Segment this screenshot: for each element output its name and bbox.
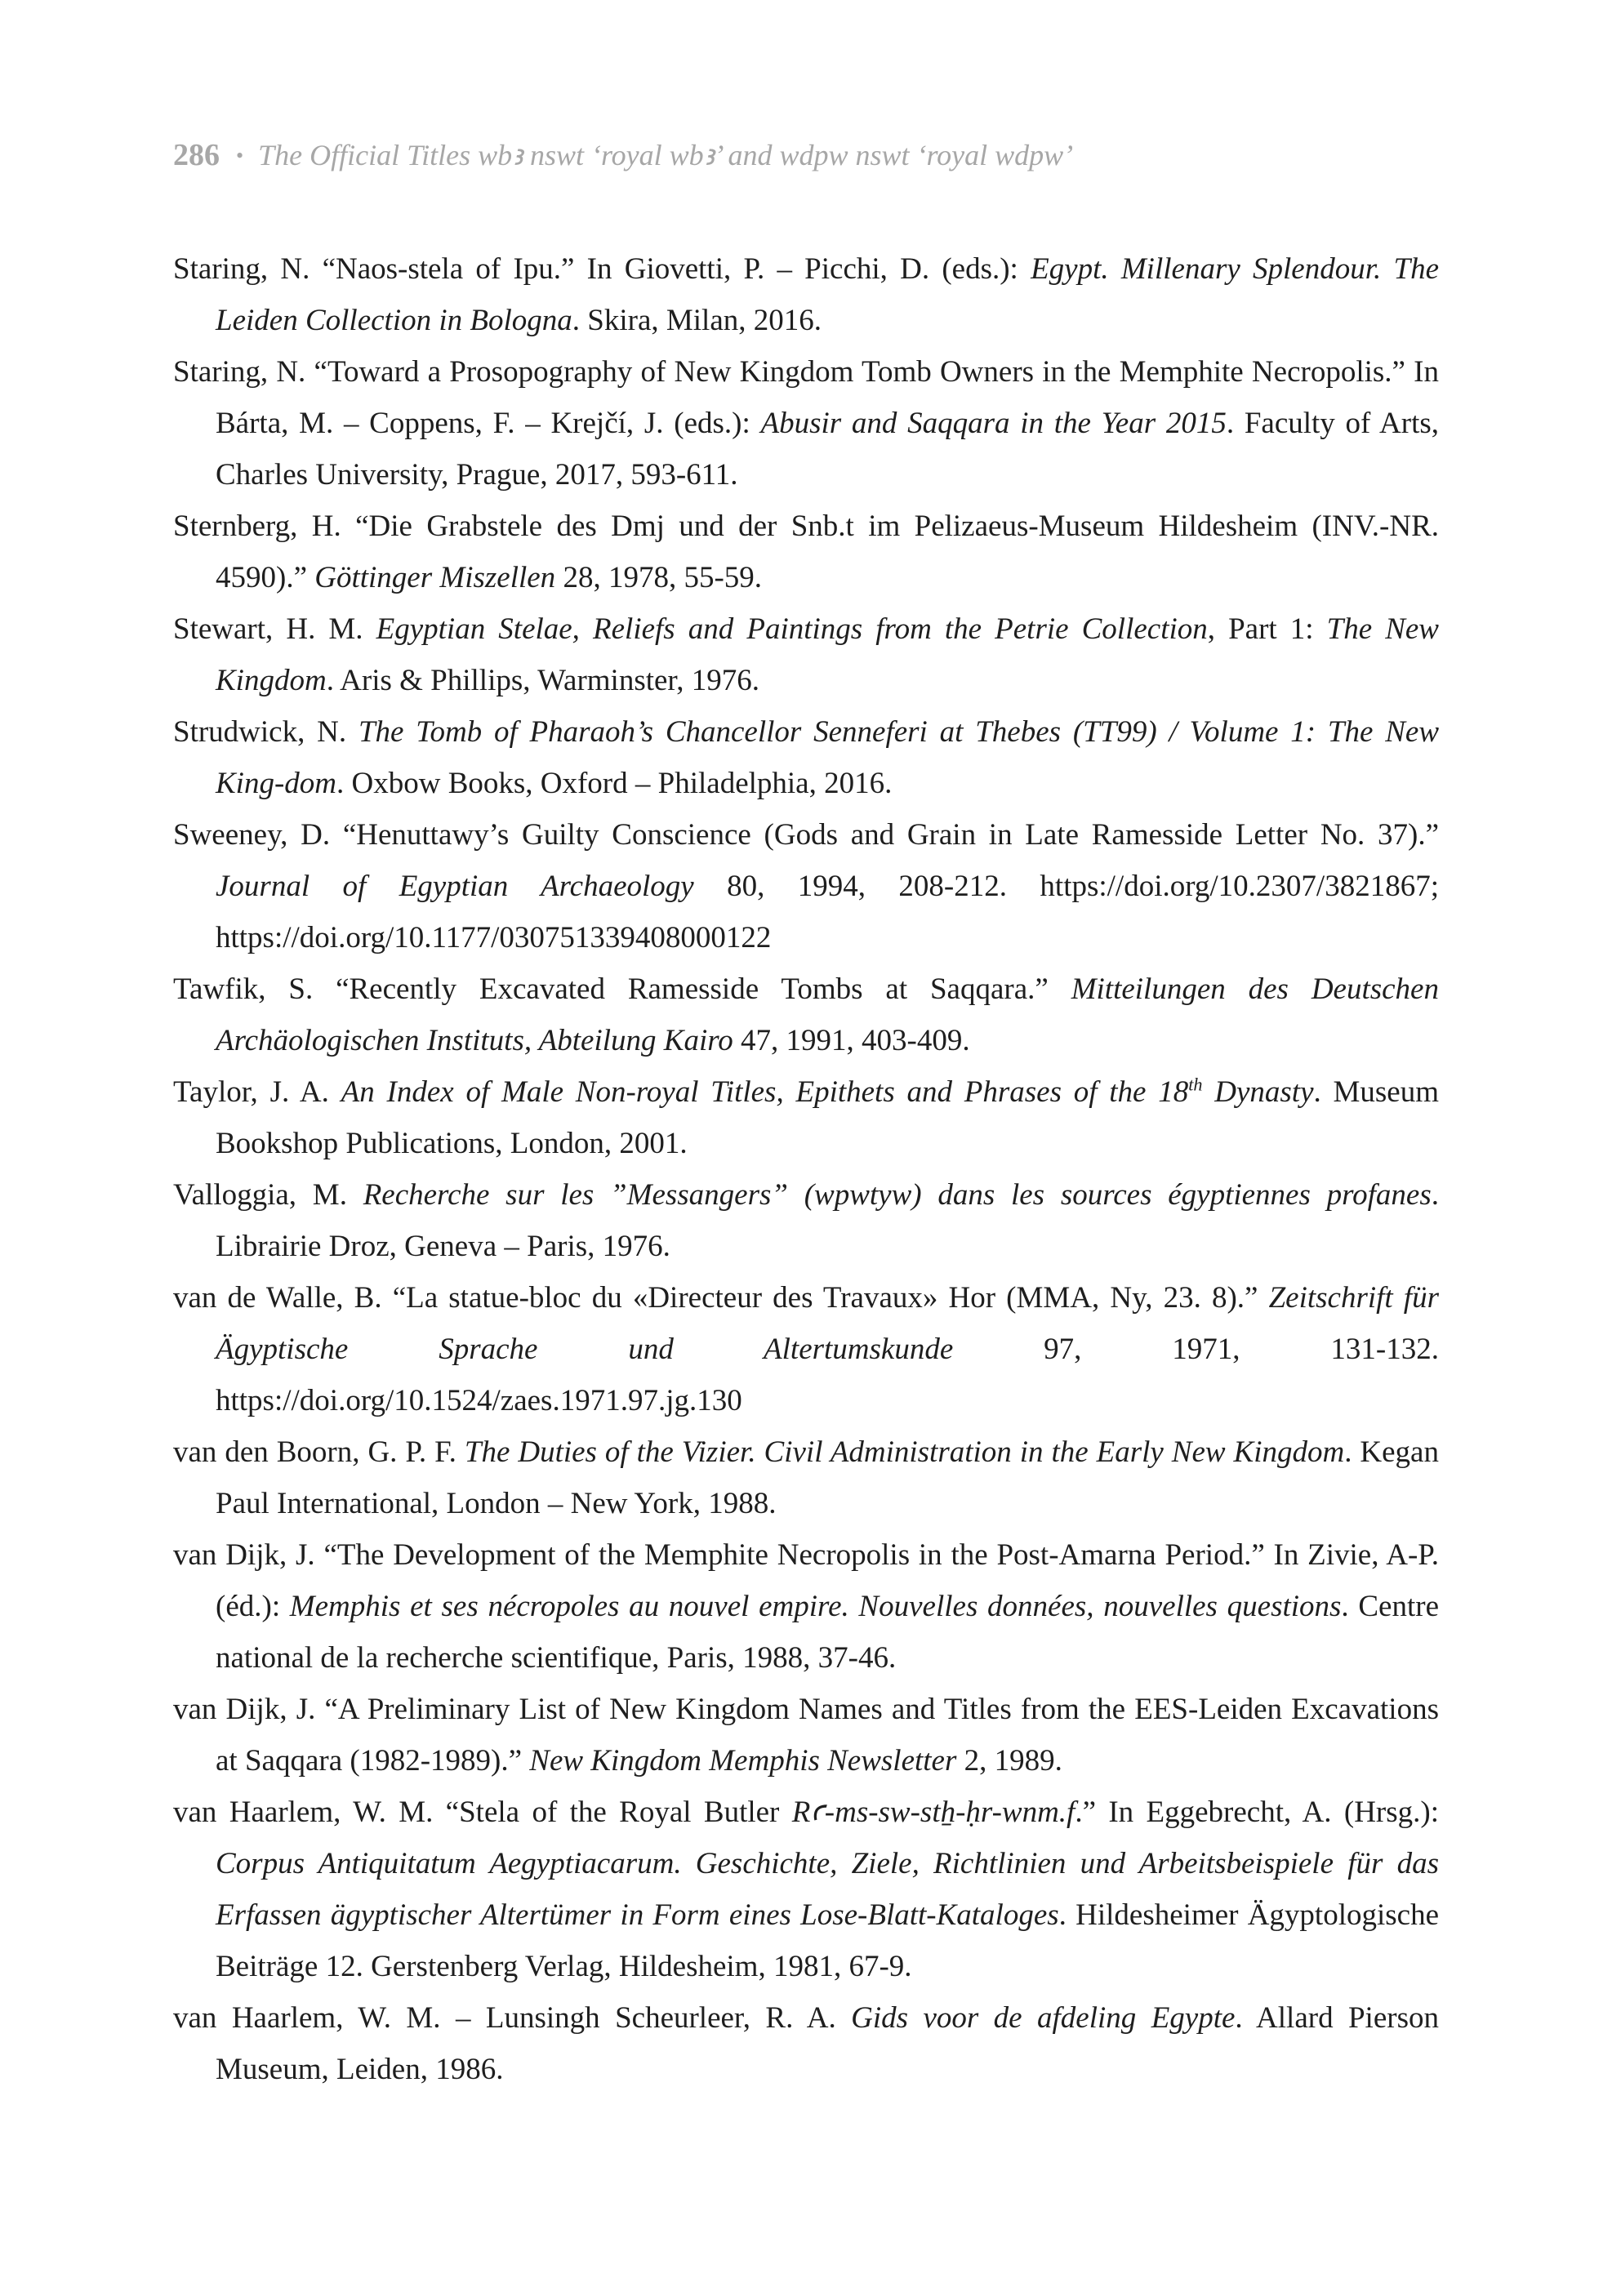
entry-title: Dynasty bbox=[1202, 1075, 1314, 1109]
bibliography-entry bbox=[173, 1426, 1439, 1529]
bibliography-entry bbox=[173, 1684, 1439, 1787]
entry-text: Sternberg, H. “Die Grabstele des Dmj und der Snb.t im Pelizaeus-Museum Hildesheim (INV.-NR. 4590).” bbox=[173, 509, 1439, 594]
bibliography-entry bbox=[173, 501, 1439, 603]
entry-text: . Museum Bookshop Publications, London, 2001. bbox=[216, 1075, 1440, 1160]
running-header bbox=[173, 137, 1073, 174]
entry-text: van Haarlem, W. M. – Lunsingh Scheurleer, R. A. bbox=[173, 2001, 852, 2035]
entry-text: . Librairie Droz, Geneva – Paris, 1976. bbox=[216, 1178, 1439, 1263]
entry-title: Egyptian Stelae, Reliefs and Paintings from the Petrie Collection bbox=[376, 612, 1208, 646]
entry-text: Valloggia, M. bbox=[173, 1178, 363, 1212]
entry-text: . Centre national de la recherche scientifique, Paris, 1988, 37-46. bbox=[216, 1590, 1439, 1675]
ordinal-superscript: th bbox=[1188, 1074, 1203, 1095]
entry-text: Staring, N. “Toward a Prosopography of New Kingdom Tomb Owners in the Memphite Necropolis.” In Bárta, M. – Coppens, F. – Krejčí, J. (eds.): bbox=[173, 355, 1439, 440]
entry-text: 2, 1989. bbox=[956, 1744, 1062, 1778]
entry-title: Memphis et ses nécropoles au nouvel empire. Nouvelles données, nouvelles questions bbox=[289, 1590, 1342, 1623]
entry-title: Rꜥ-ms-sw-stẖ-ḥr-wnm.f bbox=[791, 1795, 1075, 1829]
bibliography-entry bbox=[173, 346, 1439, 501]
entry-text: van Dijk, J. “A Preliminary List of New Kingdom Names and Titles from the EES-Leiden Excavations at Saqqara (1982-1989).” bbox=[173, 1693, 1439, 1778]
bibliography-entry bbox=[173, 1066, 1439, 1169]
running-title: The Official Titles wbꜣ nswt ‘royal wbꜣ’ and wdpw nswt ‘royal wdpw’ bbox=[258, 139, 1074, 171]
entry-text: 80, 1994, 208-212. https://doi.org/10.2307/3821867; https://doi.org/10.1177/030751339408000122 bbox=[216, 870, 1439, 954]
entry-title: Abusir and Saqqara in the Year 2015 bbox=[760, 407, 1227, 440]
entry-text: Sweeney, D. “Henuttawy’s Guilty Conscience (Gods and Grain in Late Ramesside Letter No. 37).” bbox=[173, 818, 1439, 852]
bibliography-entry bbox=[173, 1272, 1439, 1426]
entry-text: Taylor, J. A. bbox=[173, 1075, 341, 1109]
entry-text: 97, 1971, 131-132. https://doi.org/10.1524/zaes.1971.97.jg.130 bbox=[216, 1333, 1439, 1417]
bibliography-entry bbox=[173, 1787, 1439, 1992]
entry-title: The Tomb of Pharaoh’s Chancellor Senneferi at Thebes (TT99) / Volume 1: The New King-dom bbox=[216, 715, 1440, 800]
bibliography-entry bbox=[173, 603, 1439, 706]
entry-title: An Index of Male Non-royal Titles, Epithets and Phrases of the 18 bbox=[341, 1075, 1189, 1109]
entry-title: Göttinger Miszellen bbox=[314, 561, 556, 594]
entry-text: Stewart, H. M. bbox=[173, 612, 376, 646]
entry-text: Staring, N. “Naos-stela of Ipu.” In Giovetti, P. – Picchi, D. (eds.): bbox=[173, 252, 1031, 286]
entry-text: van de Walle, B. “La statue-bloc du «Directeur des Travaux» Hor (MMA, Ny, 23. 8).” bbox=[173, 1281, 1269, 1315]
bibliography-entry bbox=[173, 1169, 1439, 1272]
entry-text: Tawfik, S. “Recently Excavated Ramesside Tombs at Saqqara.” bbox=[173, 972, 1071, 1006]
entry-text: , Part 1: bbox=[1207, 612, 1327, 646]
entry-text: . Hildesheimer Ägyptologische Beiträge 12. Gerstenberg Verlag, Hildesheim, 1981, 67-9. bbox=[216, 1898, 1439, 1983]
bibliography-entry bbox=[173, 809, 1439, 963]
bibliography-entry bbox=[173, 1529, 1439, 1684]
bibliography-entry bbox=[173, 1992, 1439, 2095]
entry-title: Zeitschrift für Ägyptische Sprache und Altertumskunde bbox=[216, 1281, 1439, 1366]
entry-title: Mitteilungen des Deutschen Archäologischen Instituts, Abteilung Kairo bbox=[216, 972, 1439, 1057]
bibliography-list bbox=[173, 243, 1439, 2095]
entry-text: Strudwick, N. bbox=[173, 715, 358, 749]
entry-title: The New Kingdom bbox=[216, 612, 1439, 697]
entry-text: . Faculty of Arts, Charles University, Prague, 2017, 593-611. bbox=[216, 407, 1440, 492]
entry-text: . Kegan Paul International, London – New York, 1988. bbox=[216, 1435, 1439, 1520]
header-bullet: • bbox=[236, 144, 244, 167]
entry-title: Egypt. Millenary Splendour. The Leiden Collection in Bologna bbox=[216, 252, 1439, 337]
entry-title: Corpus Antiquitatum Aegyptiacarum. Geschichte, Ziele, Richtlinien und Arbeitsbeispiele für das Erfassen ägyptischer Altertümer in Form eines Lose-Blatt-Kataloges bbox=[216, 1847, 1439, 1932]
entry-text: .” In Eggebrecht, A. (Hrsg.): bbox=[1075, 1795, 1439, 1829]
entry-text: . Aris & Phillips, Warminster, 1976. bbox=[326, 664, 760, 697]
entry-title: Gids voor de afdeling Egypte bbox=[851, 2001, 1236, 2035]
entry-text: van Dijk, J. “The Development of the Memphite Necropolis in the Post-Amarna Period.” In Zivie, A-P.(éd.): bbox=[173, 1538, 1439, 1623]
entry-title: Recherche sur les ”Messangers” (wpwtyw) dans les sources égyptiennes profanes bbox=[363, 1178, 1432, 1212]
bibliography-entry bbox=[173, 243, 1439, 346]
entry-text: . Skira, Milan, 2016. bbox=[572, 304, 822, 337]
entry-text: 47, 1991, 403-409. bbox=[733, 1024, 970, 1057]
entry-text: van den Boorn, G. P. F. bbox=[173, 1435, 465, 1469]
bibliography-entry bbox=[173, 706, 1439, 809]
entry-text: van Haarlem, W. M. “Stela of the Royal Butler bbox=[173, 1795, 792, 1829]
entry-title: The Duties of the Vizier. Civil Administration in the Early New Kingdom bbox=[464, 1435, 1345, 1469]
page-number: 286 bbox=[173, 138, 220, 172]
bibliography-entry bbox=[173, 963, 1439, 1066]
entry-text: . Oxbow Books, Oxford – Philadelphia, 2016. bbox=[336, 767, 893, 800]
entry-text: 28, 1978, 55-59. bbox=[555, 561, 763, 594]
entry-title: New Kingdom Memphis Newsletter bbox=[529, 1744, 957, 1778]
entry-text: . Allard Pierson Museum, Leiden, 1986. bbox=[216, 2001, 1439, 2086]
entry-title: Journal of Egyptian Archaeology bbox=[216, 870, 694, 903]
